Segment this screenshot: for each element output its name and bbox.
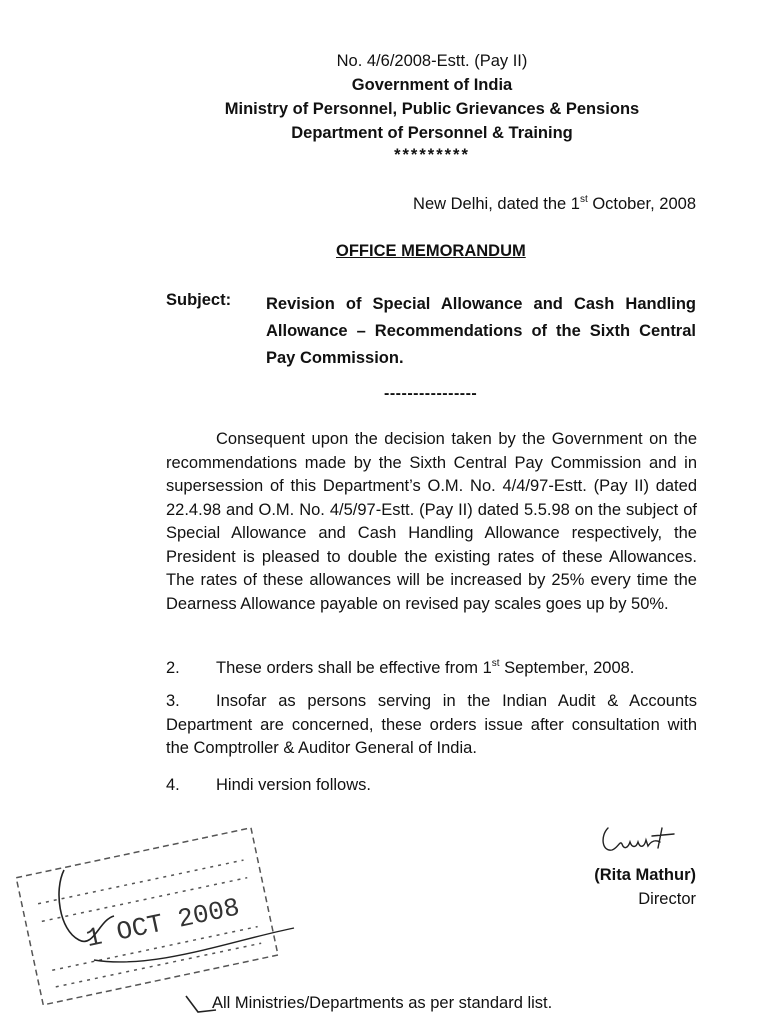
ministry-heading: Ministry of Personnel, Public Grievances & Pensions bbox=[224, 100, 640, 118]
signature-image bbox=[598, 818, 680, 864]
paragraph-4-text: Hindi version follows. bbox=[216, 776, 371, 794]
paragraph-3 bbox=[166, 690, 697, 761]
paragraph-2-suffix: September, 2008. bbox=[499, 659, 635, 677]
paragraph-4-number: 4. bbox=[166, 776, 180, 794]
paragraph-2 bbox=[166, 652, 697, 681]
subject-label: Subject: bbox=[166, 291, 232, 309]
date-line bbox=[413, 194, 696, 214]
recipients-line: All Ministries/Departments as per standard list. bbox=[212, 994, 553, 1012]
signatory-name: (Rita Mathur) bbox=[594, 866, 696, 884]
government-heading: Government of India bbox=[351, 76, 513, 94]
paragraph-3-text: Insofar as persons serving in the Indian Audit & Accounts Department are concerned, these orders issue after consultation with the Comptroller & Auditor General of India. bbox=[166, 692, 697, 757]
paragraph-1: Consequent upon the decision taken by the Government on the recommendations made by the Sixth Central Pay Commission and in supersession of this Department’s O.M. No. 4/4/97-Estt. (Pay II) dated 22.4.98 and O.M. No. 4/5/97-Estt. (Pay II) dated 5.5.98 on the subject of Special Allowance and Cash Handling Allowance respectively, the President is pleased to double the existing rates of these Allowances. The rates of these allowances will be increased by 25% every time the Dearness Allowance payable on revised pay scales goes up by 50%. bbox=[166, 430, 697, 613]
paragraph-2-number: 2. bbox=[166, 659, 180, 677]
separator: ---------------- bbox=[384, 385, 478, 402]
paragraph-2-sup: st bbox=[491, 658, 500, 669]
signatory-designation: Director bbox=[638, 890, 696, 908]
department-heading: Department of Personnel & Training bbox=[291, 124, 573, 142]
subject-text: Revision of Special Allowance and Cash Handling Allowance – Recommendations of the Sixth Central Pay Commission. bbox=[266, 295, 696, 367]
paragraph-4 bbox=[166, 774, 697, 798]
stamp-date-text: 1 OCT 2008 bbox=[83, 892, 243, 955]
date-prefix: New Delhi, dated the 1 bbox=[413, 195, 580, 213]
date-suffix: October, 2008 bbox=[587, 195, 696, 213]
paragraph-2-prefix: These orders shall be effective from 1 bbox=[216, 659, 492, 677]
received-stamp bbox=[4, 820, 304, 1020]
heading-stars: ********* bbox=[394, 146, 470, 164]
file-number: No. 4/6/2008-Estt. (Pay II) bbox=[336, 52, 528, 70]
paragraph-3-number: 3. bbox=[166, 692, 180, 710]
date-sup: st bbox=[579, 194, 588, 205]
memorandum-title: OFFICE MEMORANDUM bbox=[336, 242, 526, 260]
